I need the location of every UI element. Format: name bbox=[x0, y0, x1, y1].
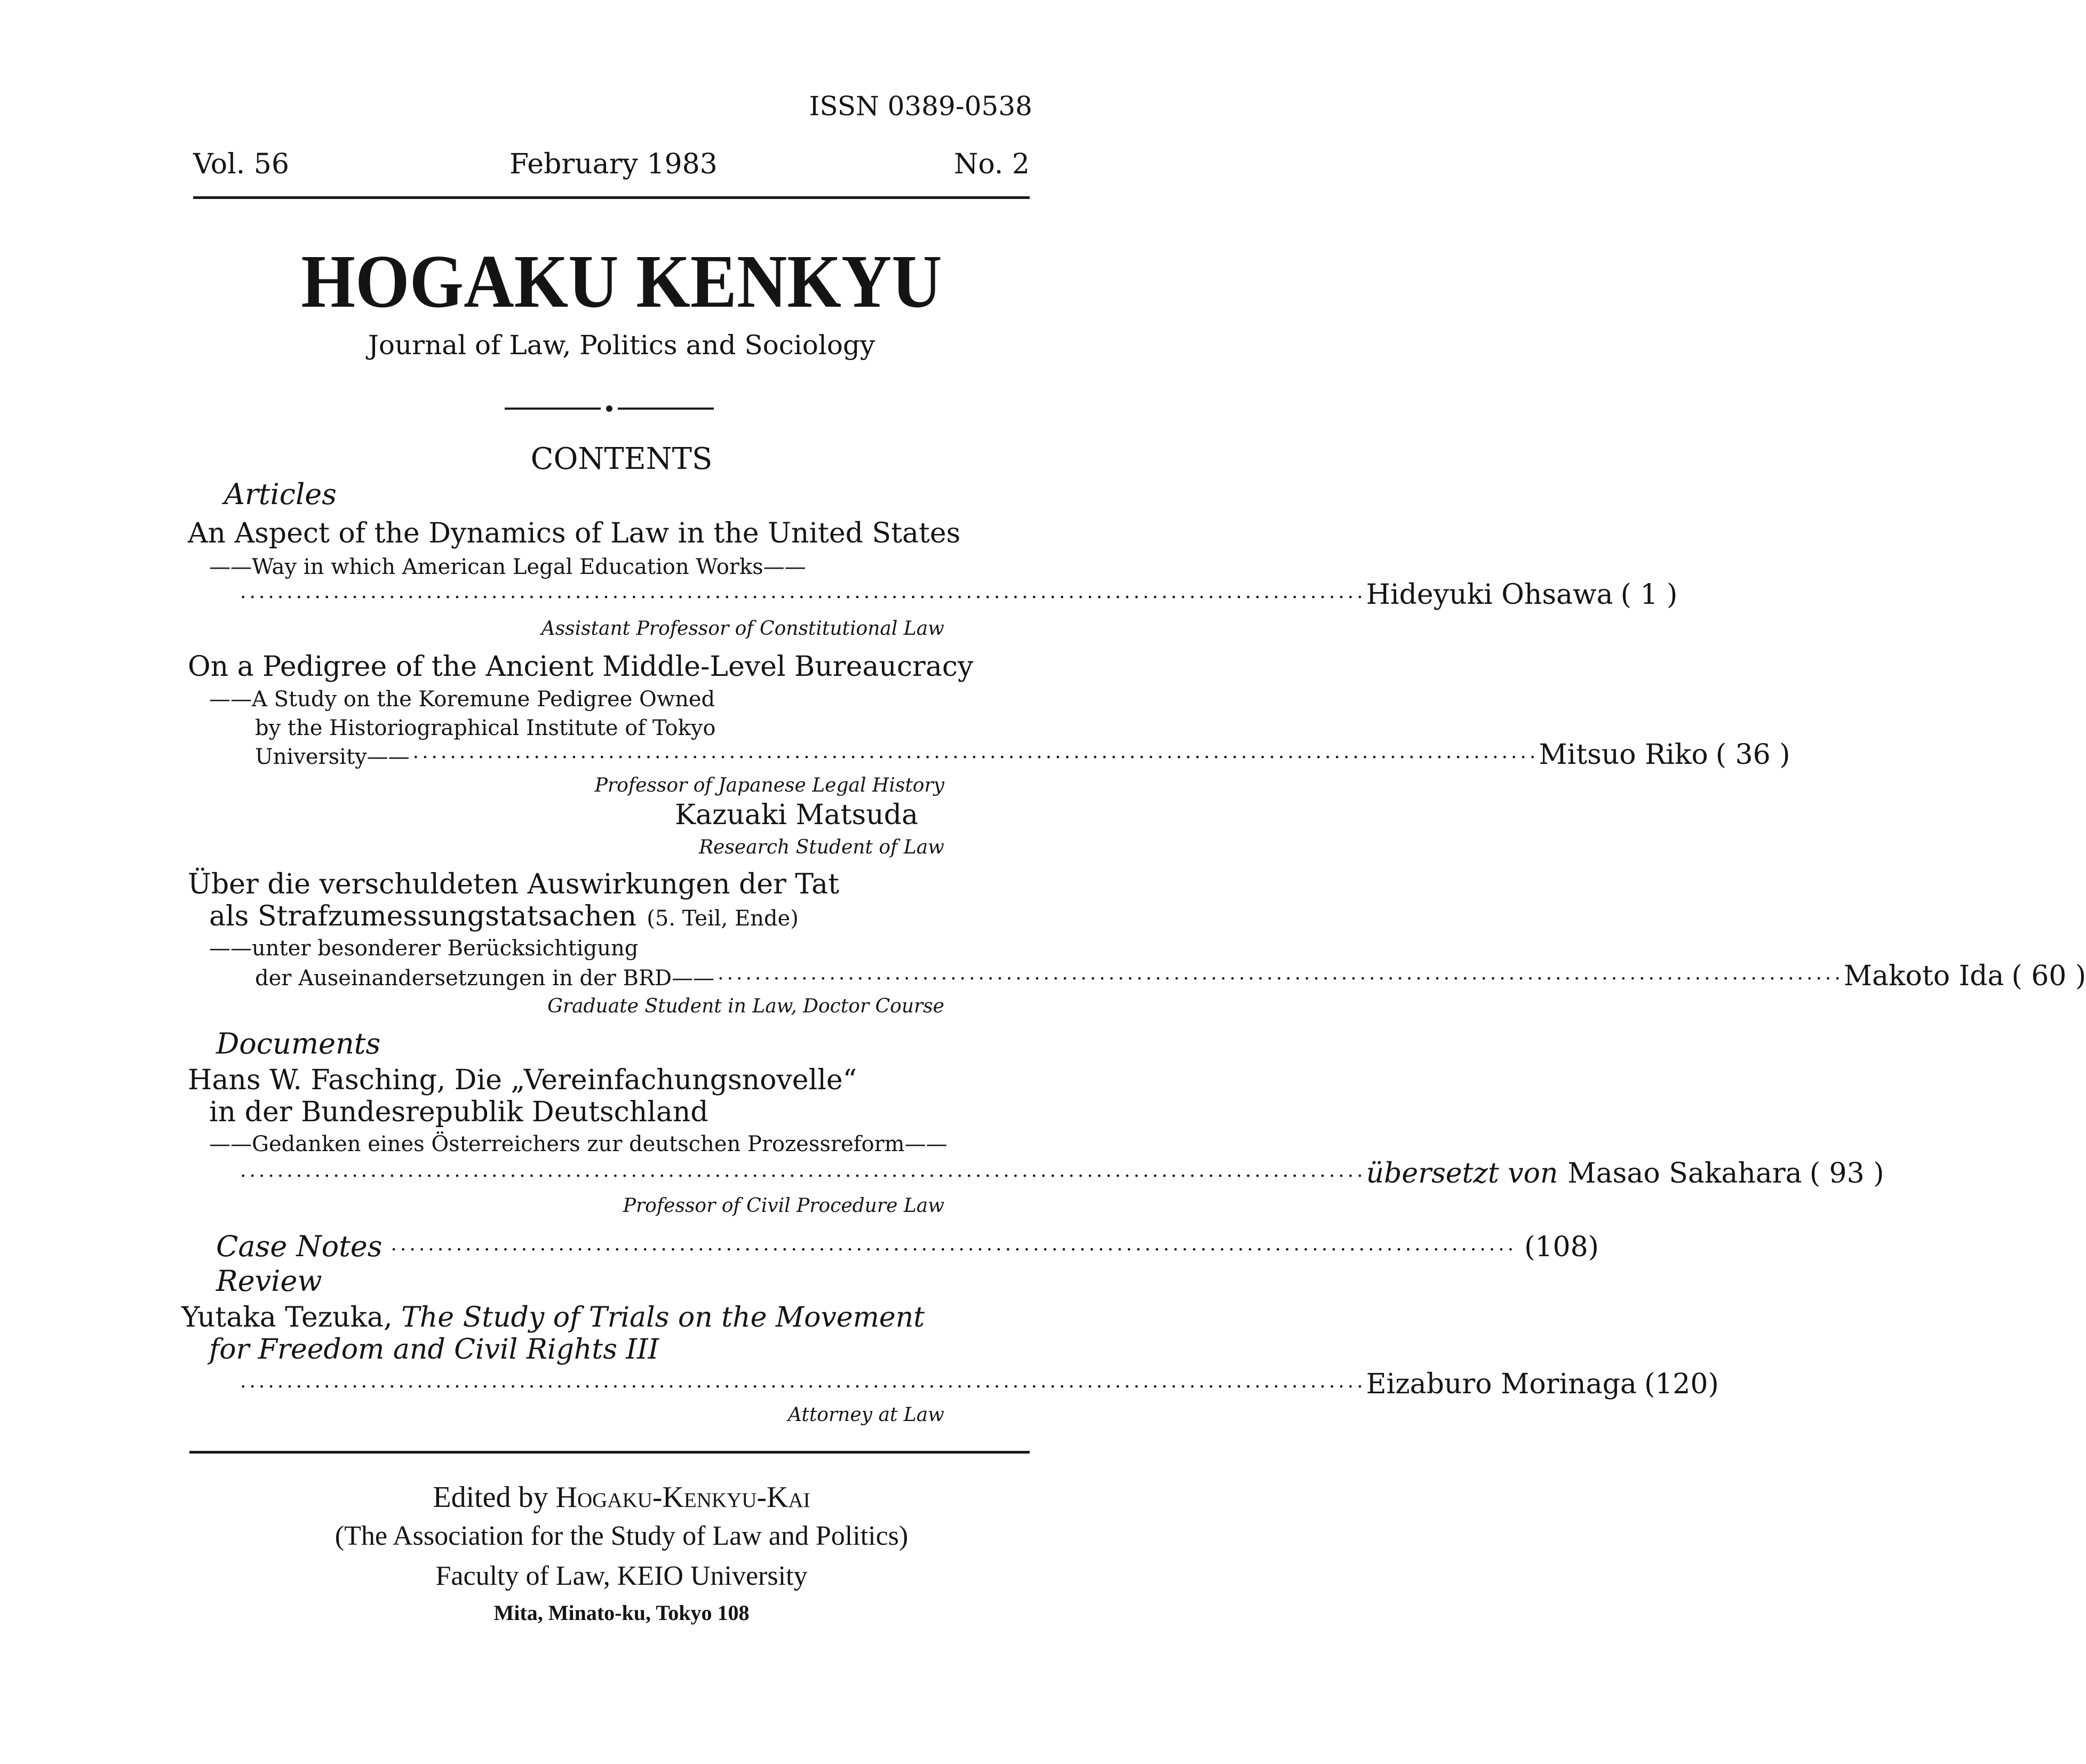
review-book-title-2: for Freedom and Civil Rights III bbox=[209, 1334, 659, 1366]
journal-title: HOGAKU KENKYU bbox=[301, 239, 942, 323]
article-2-affiliation: Professor of Japanese Legal History bbox=[594, 775, 944, 796]
article-1-author: Hideyuki Ohsawa bbox=[1366, 579, 1613, 611]
article-3-author: Makoto Ida bbox=[1843, 960, 2004, 992]
association-name: Hogaku-Kenkyu-Kai bbox=[555, 1481, 810, 1514]
address: Mita, Minato-ku, Tokyo 108 bbox=[493, 1601, 750, 1625]
document-page: ( 93 ) bbox=[1809, 1158, 1884, 1190]
document-entry[interactable] bbox=[240, 1158, 1884, 1190]
article-3-subtitle-2: der Auseinandersetzungen in der BRD—— bbox=[255, 966, 715, 991]
journal-subtitle: Journal of Law, Politics and Sociology bbox=[368, 330, 875, 361]
article-3-subtitle-1: ——unter besonderer Berücksichtigung bbox=[209, 936, 639, 961]
article-1-subtitle: ——Way in which American Legal Education Works—— bbox=[209, 555, 806, 579]
document-subtitle: ——Gedanken eines Österreichers zur deutschen Prozessreform—— bbox=[209, 1132, 948, 1156]
article-1-title: An Aspect of the Dynamics of Law in the United States bbox=[188, 517, 961, 549]
review-page: (120) bbox=[1644, 1368, 1719, 1400]
article-3-page: ( 60 ) bbox=[2011, 960, 2086, 992]
dot-leader: ························································································································· bbox=[718, 968, 1844, 990]
article-2-coauthor: Kazuaki Matsuda bbox=[675, 799, 919, 831]
article-2-title: On a Pedigree of the Ancient Middle-Level Bureaucracy bbox=[188, 651, 974, 683]
document-affiliation: Professor of Civil Procedure Law bbox=[623, 1195, 944, 1217]
edited-by-label: Edited by bbox=[433, 1481, 548, 1514]
section-case-notes: Case Notes bbox=[216, 1230, 383, 1263]
article-2-coauthor-affiliation: Research Student of Law bbox=[698, 836, 944, 858]
section-articles: Articles bbox=[224, 477, 337, 511]
dot-leader: ························································································································· bbox=[240, 1376, 1366, 1398]
edited-by-line bbox=[0, 1480, 1243, 1514]
article-1-page: ( 1 ) bbox=[1620, 579, 1678, 611]
article-1-entry[interactable] bbox=[240, 579, 1678, 611]
section-documents: Documents bbox=[216, 1027, 381, 1060]
review-book-title-1: The Study of Trials on the Movement bbox=[401, 1302, 925, 1334]
article-2-entry[interactable] bbox=[255, 739, 1790, 771]
article-2-subtitle-3: University—— bbox=[255, 745, 410, 769]
ornament-divider bbox=[505, 403, 715, 413]
document-title-1: Hans W. Fasching, Die „Vereinfachungsnovelle“ bbox=[188, 1064, 857, 1096]
article-3-title-1: Über die verschuldeten Auswirkungen der Tat bbox=[188, 868, 839, 900]
dot-leader: ························································································································· bbox=[240, 587, 1366, 609]
contents-heading: CONTENTS bbox=[530, 442, 713, 476]
volume-number: Vol. 56 bbox=[193, 148, 289, 180]
article-2-subtitle-1: ——A Study on the Koremune Pedigree Owned bbox=[209, 687, 715, 712]
case-notes-entry[interactable] bbox=[216, 1230, 1599, 1263]
document-title-2: in der Bundesrepublik Deutschland bbox=[209, 1096, 708, 1128]
article-1-affiliation: Assistant Professor of Constitutional Law bbox=[541, 618, 944, 640]
document-translated-by: übersetzt von bbox=[1366, 1158, 1558, 1190]
association-full-name: (The Association for the Study of Law and Politics) bbox=[335, 1521, 909, 1551]
issue-number: No. 2 bbox=[953, 148, 1030, 180]
review-reviewer: Eizaburo Morinaga bbox=[1366, 1368, 1637, 1400]
article-2-author: Mitsuo Riko bbox=[1539, 739, 1708, 771]
article-3-affiliation: Graduate Student in Law, Doctor Course bbox=[547, 995, 944, 1017]
dot-leader: ························································································································· bbox=[391, 1239, 1517, 1261]
article-3-entry[interactable] bbox=[255, 960, 2086, 992]
issue-date: February 1983 bbox=[509, 148, 718, 180]
article-2-subtitle-2: by the Historiographical Institute of Tokyo bbox=[255, 716, 716, 740]
issn-number: ISSN 0389-0538 bbox=[809, 91, 1032, 122]
header-rule bbox=[193, 196, 1030, 199]
dot-leader: ························································································································· bbox=[240, 1166, 1366, 1187]
case-notes-page: (108) bbox=[1524, 1231, 1599, 1263]
dot-leader: ························································································································· bbox=[412, 747, 1539, 769]
article-3-title-2-line bbox=[209, 900, 799, 932]
review-entry[interactable] bbox=[240, 1368, 1719, 1400]
article-3-part: (5. Teil, Ende) bbox=[647, 906, 799, 931]
review-affiliation: Attorney at Law bbox=[787, 1404, 944, 1426]
review-book-author: Yutaka Tezuka, bbox=[181, 1302, 393, 1334]
article-3-title-2: als Strafzumessungstatsachen bbox=[209, 900, 637, 932]
article-2-page: ( 36 ) bbox=[1715, 739, 1790, 771]
document-translator: Masao Sakahara bbox=[1567, 1158, 1802, 1190]
footer-rule bbox=[189, 1451, 1030, 1454]
faculty-name: Faculty of Law, KEIO University bbox=[435, 1561, 808, 1591]
section-review: Review bbox=[216, 1264, 322, 1298]
review-title-line-1 bbox=[181, 1302, 925, 1334]
